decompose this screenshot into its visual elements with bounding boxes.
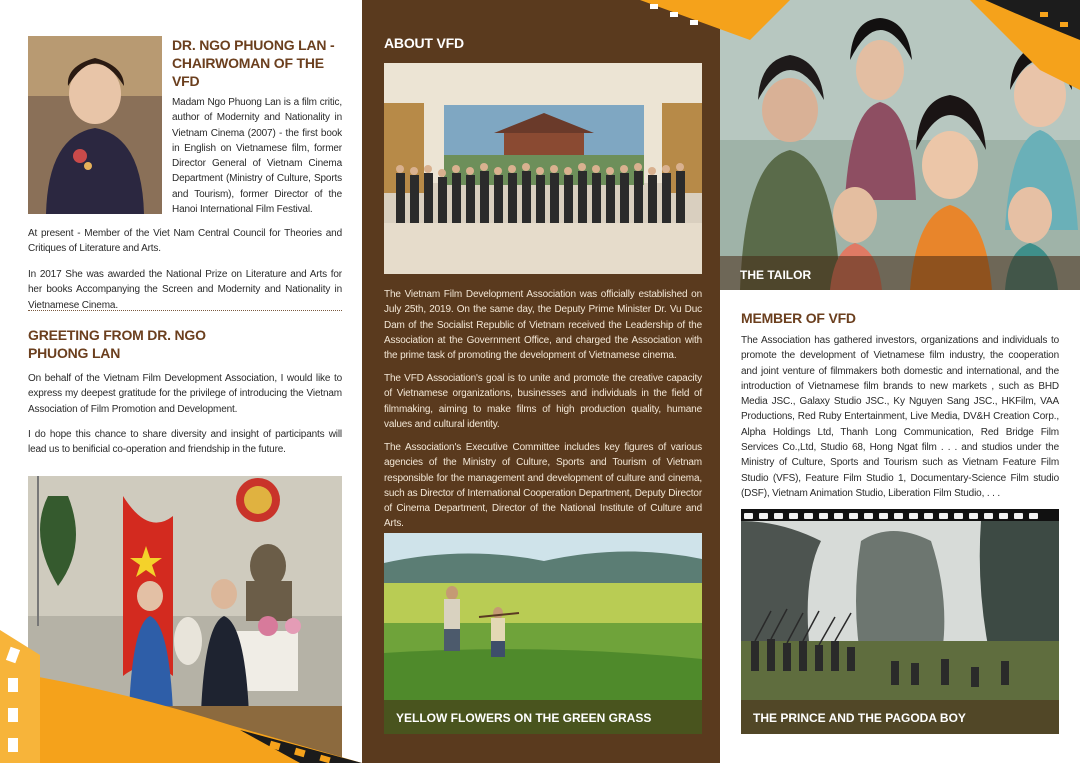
prince-pagoda-caption: THE PRINCE AND THE PAGODA BOY xyxy=(753,711,966,725)
chairwoman-portrait xyxy=(28,36,162,214)
the-tailor-caption: THE TAILOR xyxy=(740,268,812,282)
greeting-paragraph-1: On behalf of the Vietnam Film Development Association, I would like to express my deepest gratitude for the privilege of introducing the Vietnam Association of Film Promotion and Development. xyxy=(28,373,342,415)
left-panel xyxy=(0,0,362,763)
divider xyxy=(28,310,342,311)
film-strip-decoration xyxy=(0,630,362,763)
member-text: The Association has gathered investors, organizations and individuals to promote the development of Vietnamese film industry, the cooperation and joint venture of filmmakers both domestic and international, and the introduction of Vietnamese film brands to new markets , such as BHD Media JSC., Galaxy Studio JSC., Ky Nguyen Sang JSC., HKFilm, VAA Productions, Red Ruby Entertainment, Live Media, DV&H Creation Corp., Alpha Holdings Ltd, Thanh Long Communication, Red Bridge Film Services Co.,Ltd, Studio 68, Hong Ngat film . . . and studios under the Ministry of Culture, Sports and Tourism such as Vietnam Feature Film Studio (VFS), Feature Film Studio 1, Documentary-Science Film studio (DSF), Vietnam Animation Studio, Liberation Film Studio, . . . xyxy=(741,335,1059,499)
film-roll-decoration xyxy=(640,0,1080,90)
film-still-prince-pagoda xyxy=(741,509,1059,734)
about-paragraph-2: The VFD Association's goal is to unite and promote the creative capacity of Vietnamese organizations, businesses and individuals in the field of filmmaking, aiming to make films of high production quality, humane values and cultural identity. xyxy=(384,373,702,430)
about-paragraph-3: The Association's Executive Committee includes key figures of various agencies of the Ministry of Culture, Sports and Tourism of Vietnam responsible for the management and development of culture and cinema, such as Director of International Cooperation Department, Deputy Director of Cinema Department, Director of the National Institute of Culture and Arts. xyxy=(384,442,702,530)
about-title: ABOUT VFD xyxy=(384,35,464,51)
greeting-paragraph-2: I do hope this chance to share diversity and insight of participants will lead us to benificial co-operation and friendship in the future. xyxy=(28,429,342,456)
right-panel xyxy=(720,0,1080,763)
middle-panel xyxy=(362,0,720,763)
film-still-yellow-flowers xyxy=(384,533,702,734)
present-text: At present - Member of the Viet Nam Central Council for Theories and Critiques of Literature and Arts. xyxy=(28,228,342,255)
member-title: MEMBER OF VFD xyxy=(741,310,856,326)
group-photo xyxy=(384,63,702,274)
about-paragraph-1: The Vietnam Film Development Association was officially established on July 25th, 2019. On the same day, the Deputy Prime Minister Dr. Vu Duc Dam of the Socialist Republic of Vietnam received the Leadership of the Association at the Government Office, and charged the Association with the prime task of promoting the development of Vietnamese cinema. xyxy=(384,289,702,362)
greeting-title: GREETING FROM DR. NGO PHUONG LAN xyxy=(28,327,206,361)
yellow-flowers-caption: YELLOW FLOWERS ON THE GREEN GRASS xyxy=(396,711,652,725)
chairwoman-title: DR. NGO PHUONG LAN - CHAIRWOMAN OF THE VFD xyxy=(172,37,335,89)
award-text: In 2017 She was awarded the National Prize on Literature and Arts for her books Accompanying the Screen and Modernity and Nationality in Vietnamese Cinema. xyxy=(28,269,342,311)
chairwoman-bio: Madam Ngo Phuong Lan is a film critic, author of Modernity and Nationality in Vietnam Cinema (2007) - the first book in English on Vietnamese film, former Director General of Vietnam Cinema Department (Ministry of Culture, Sports and Tourism), former Director of the Hanoi International Film Festival. xyxy=(172,97,342,216)
